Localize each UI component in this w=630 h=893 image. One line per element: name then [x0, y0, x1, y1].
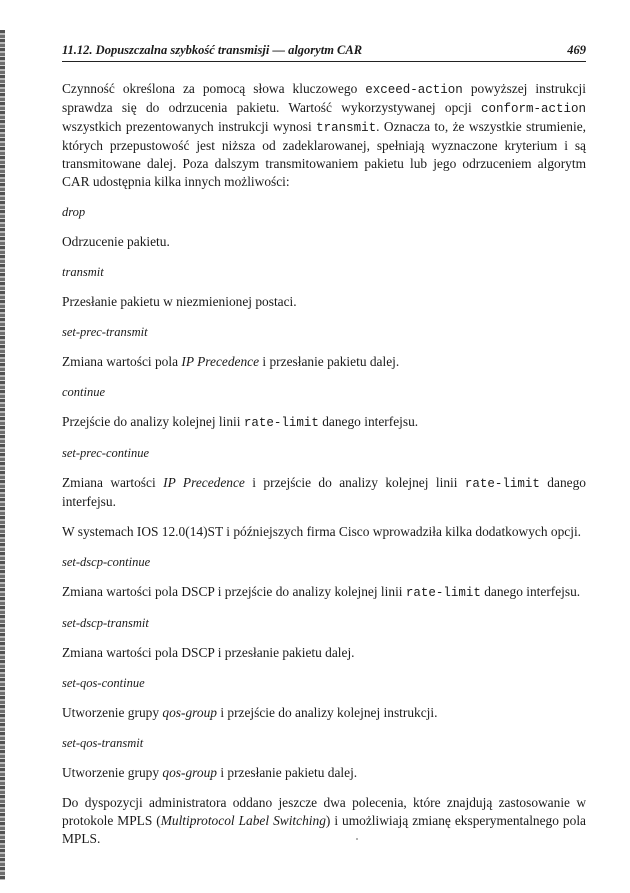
text-span: . Oznacza to, że wszystkie strumienie, których przepustowość jest niższa od zadeklarowanej, spełniają wyznaczone kryterium i są transmitowane dalej. Poza dalszym transmitowaniem pakietu lub jego odrzuceniem algorytm CAR udostępnia kilka innych możliwości:	[62, 119, 586, 189]
option-term-set-dscp-transmit: set-dscp-transmit	[62, 616, 149, 630]
text-span: i przejście do analizy kolejnej linii	[244, 475, 465, 490]
option-term-drop: drop	[62, 205, 86, 219]
option-desc-set-prec-continue	[62, 474, 586, 511]
text-span: Utworzenie grupy	[62, 705, 163, 720]
emphasis: Multiprotocol Label Switching	[160, 813, 326, 828]
scan-binding-edge	[0, 30, 5, 880]
text-span: Utworzenie grupy	[62, 765, 163, 780]
emphasis: qos-group	[162, 765, 217, 780]
text-span: danego interfejsu.	[480, 584, 581, 599]
emphasis: IP Precedence	[181, 354, 260, 369]
text-span: Przejście do analizy kolejnej linii	[62, 414, 244, 429]
page-header	[62, 41, 586, 62]
text-span: Do dyspozycji administratora oddano jeszcze dwa polecenia, które znajdują zastosowanie w protokole MPLS (	[62, 795, 586, 828]
option-desc-transmit: Przesłanie pakietu w niezmienionej postaci.	[62, 294, 297, 309]
final-paragraph	[62, 794, 586, 848]
ios-note-paragraph: W systemach IOS 12.0(14)ST i późniejszych firma Cisco wprowadziła kilka dodatkowych opcji.	[62, 524, 582, 539]
intro-paragraph	[62, 80, 586, 191]
option-term-set-dscp-continue: set-dscp-continue	[62, 555, 151, 569]
text-span: Zmiana wartości pola	[62, 354, 182, 369]
header-title: 11.12. Dopuszczalna szybkość transmisji — algorytm CAR	[62, 43, 363, 57]
text-span: danego interfejsu.	[318, 414, 419, 429]
keyword-transmit: transmit	[316, 121, 377, 135]
option-desc-drop: Odrzucenie pakietu.	[62, 234, 170, 249]
emphasis: qos-group	[162, 705, 217, 720]
option-term-set-prec-transmit: set-prec-transmit	[62, 325, 148, 339]
option-desc-set-dscp-transmit: Zmiana wartości pola DSCP i przesłanie pakietu dalej.	[62, 645, 355, 660]
option-desc-set-dscp-continue	[62, 583, 586, 602]
option-term-continue: continue	[62, 385, 106, 399]
text-span: i przesłanie pakietu dalej.	[259, 354, 400, 369]
keyword-rate-limit: rate-limit	[464, 477, 540, 491]
keyword-rate-limit: rate-limit	[243, 416, 319, 430]
text-span: i przejście do analizy kolejnej instrukcji.	[216, 705, 438, 720]
option-term-set-prec-continue: set-prec-continue	[62, 446, 149, 460]
page-body	[62, 80, 586, 860]
option-desc-set-qos-continue	[62, 704, 586, 722]
emphasis: IP Precedence	[163, 475, 245, 490]
scan-speck	[356, 838, 358, 840]
option-desc-continue	[62, 413, 586, 432]
option-desc-set-prec-transmit	[62, 353, 586, 371]
option-term-set-qos-transmit: set-qos-transmit	[62, 736, 144, 750]
text-span: ) i umożliwiają zmianę eksperymentalnego pola MPLS.	[62, 813, 586, 846]
keyword-exceed-action: exceed-action	[365, 83, 463, 97]
text-span: danego interfejsu.	[62, 475, 586, 509]
option-desc-set-qos-transmit	[62, 764, 586, 782]
page-number: 469	[567, 43, 586, 57]
text-span: i przesłanie pakietu dalej.	[216, 765, 358, 780]
text-span: Zmiana wartości pola DSCP i przejście do analizy kolejnej linii	[62, 584, 406, 599]
text-span: powyższej instrukcji sprawdza się do odrzucenia pakietu. Wartość wykorzystywanej opcji	[62, 81, 586, 115]
text-span: Zmiana wartości	[62, 475, 164, 490]
option-term-set-qos-continue: set-qos-continue	[62, 676, 145, 690]
text-span: Czynność określona za pomocą słowa kluczowego	[62, 81, 366, 96]
keyword-conform-action: conform-action	[480, 102, 586, 116]
option-term-transmit: transmit	[62, 265, 104, 279]
keyword-rate-limit: rate-limit	[405, 586, 481, 600]
text-span: wszystkich prezentowanych instrukcji wynosi	[62, 119, 317, 134]
